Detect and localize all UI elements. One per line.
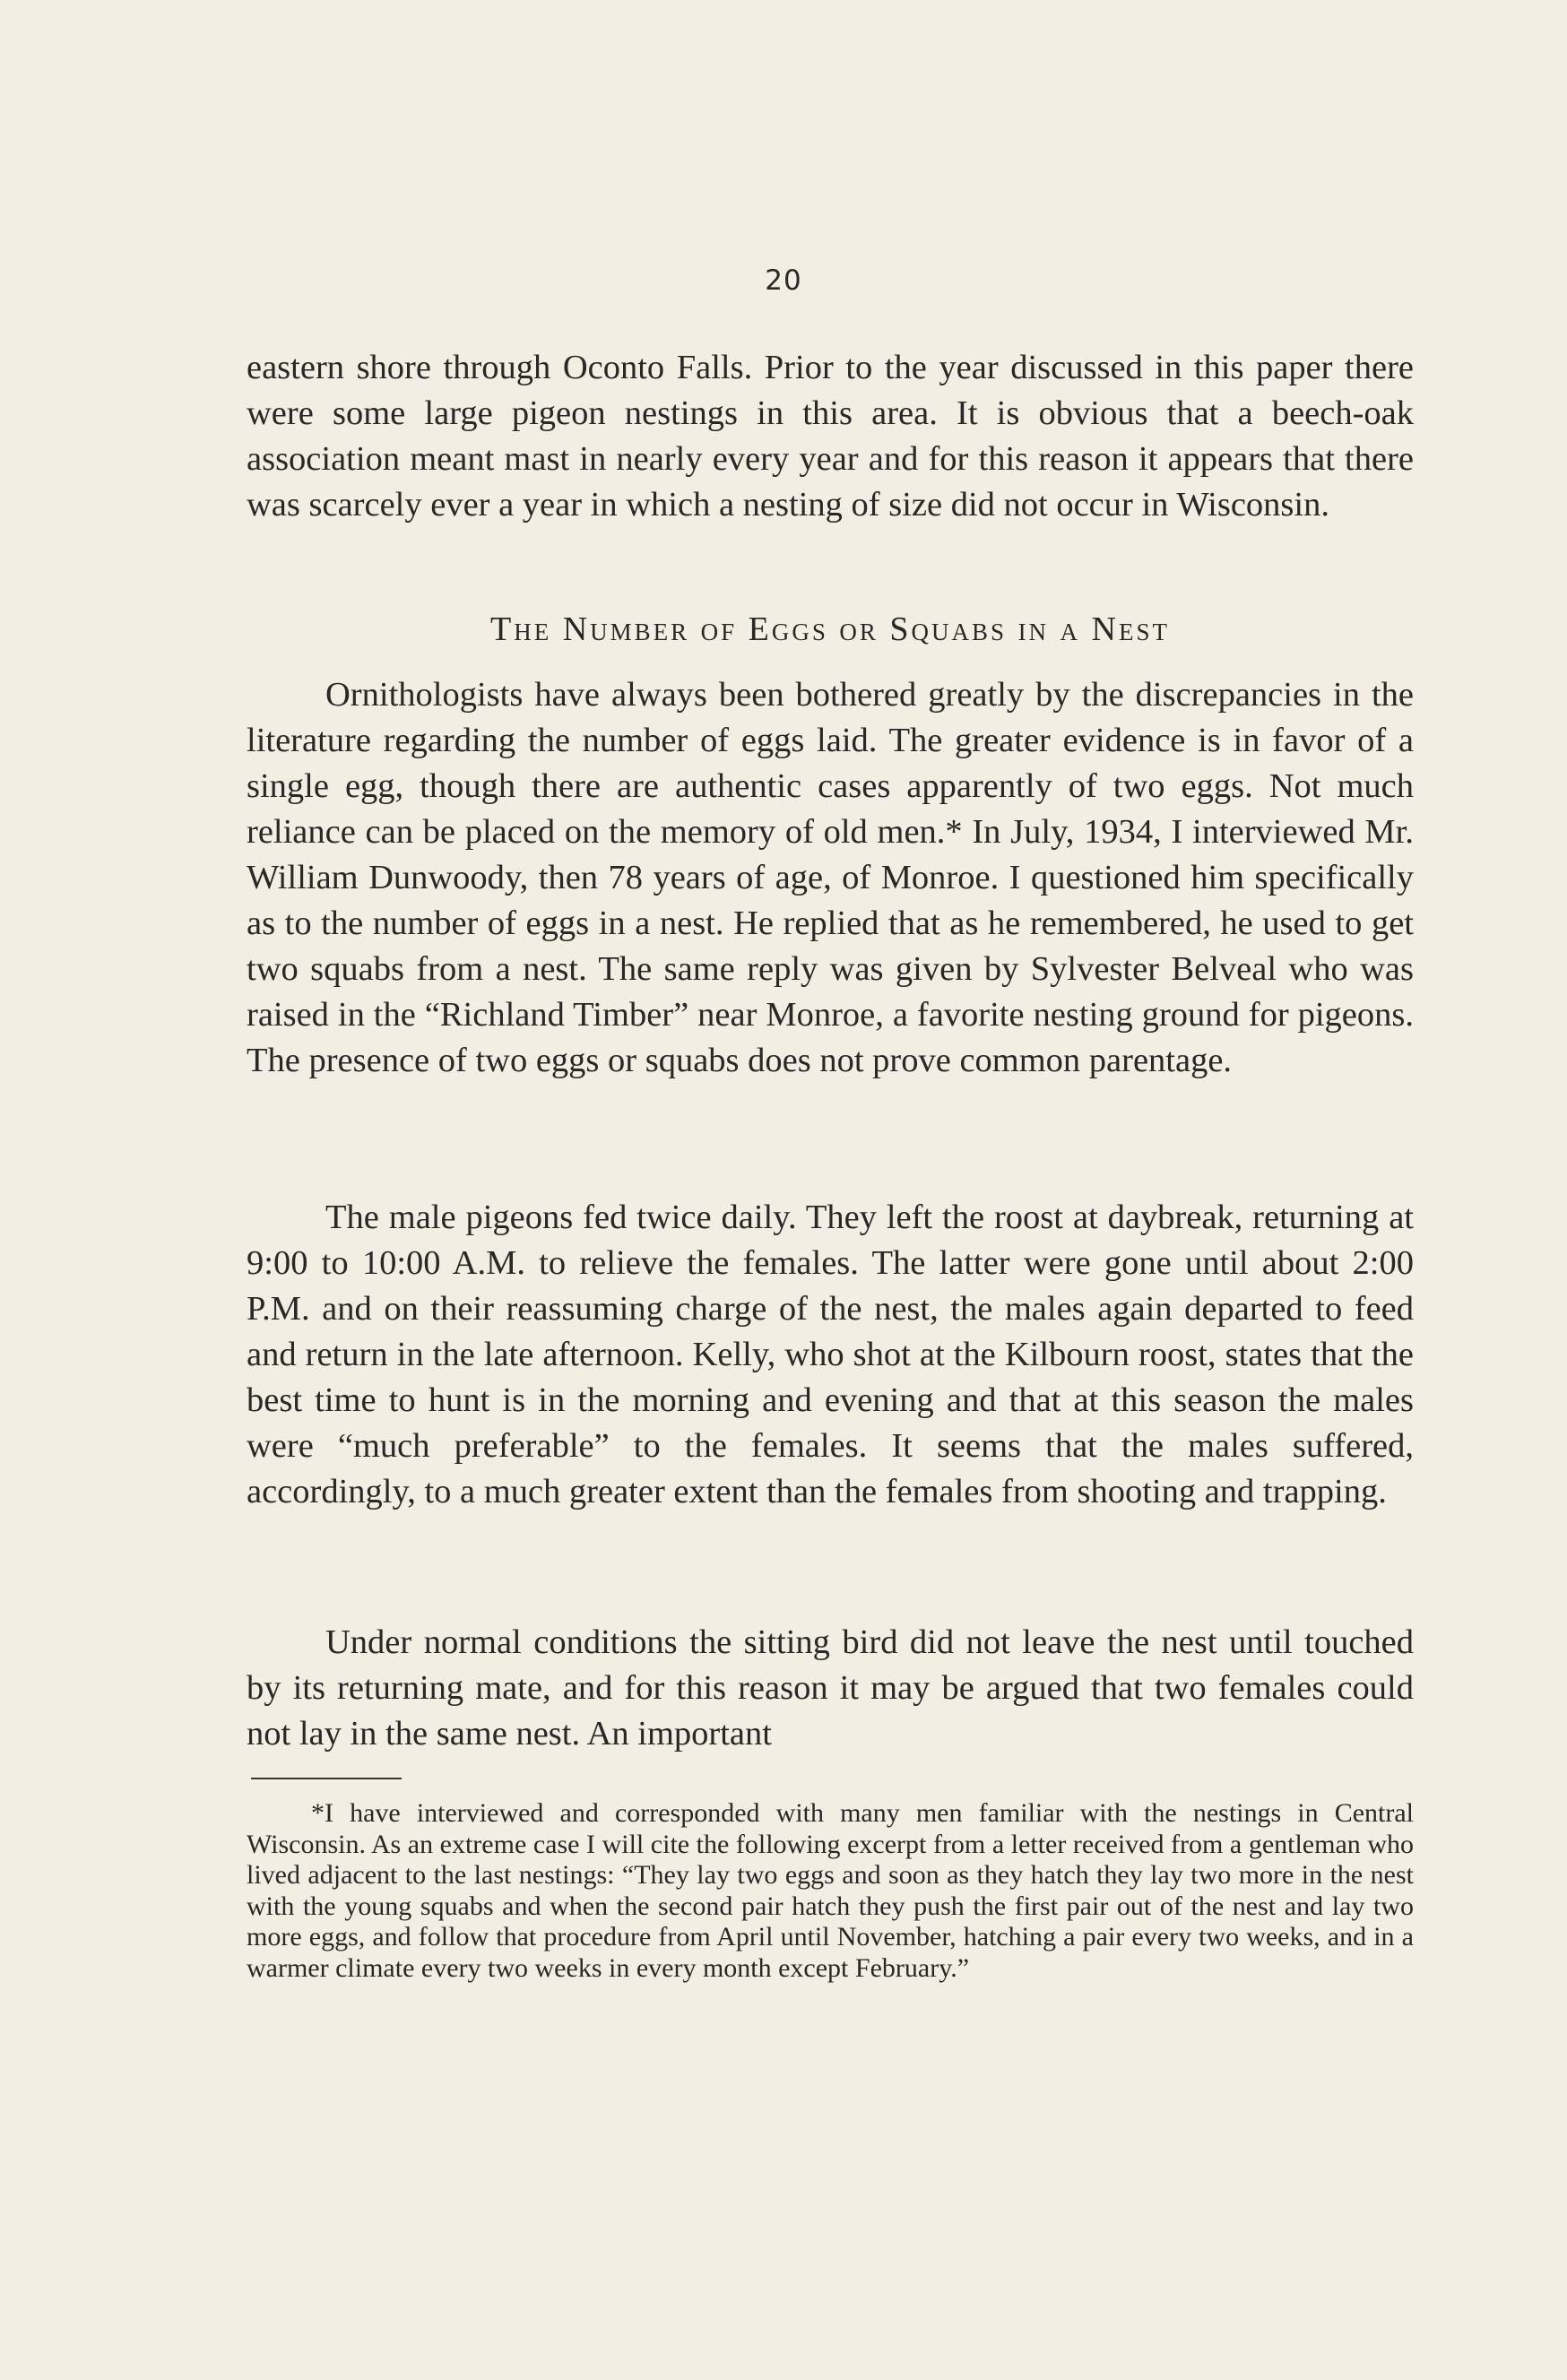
paragraph-continuation bbox=[247, 345, 1414, 528]
paragraph-4: Under normal conditions the sitting bird did not leave the nest until touched by its returning mate, and for this reason it may be argued that two females could not lay in the same nest. An important bbox=[247, 1623, 1414, 1753]
page-number: 20 bbox=[765, 264, 802, 297]
paragraph-sitting-block bbox=[247, 1620, 1414, 1757]
paragraph-3: The male pigeons fed twice daily. They left the roost at daybreak, returning at 9:00 to 10:00 A.M. to relieve the females. The latter were gone until about 2:00 P.M. and on their reassuming charge of the nest, the males again departed to feed and return in the late afternoon. Kelly, who shot at the Kilbourn roost, states that the best time to hunt is in the morning and evening and that at this season the males were “much preferable” to the females. It seems that the males suffered, accordingly, to a much greater extent than the females from shooting and trapping. bbox=[247, 1199, 1414, 1510]
paragraph-1: eastern shore through Oconto Falls. Prior to the year discussed in this paper there were some large pigeon nestings in this area. It is obvious that a beech-oak association meant mast in nearly every year and for this reason it appears that there was scarcely ever a year in which a nesting of size did not occur in Wisconsin. bbox=[247, 349, 1414, 524]
footnote: *I have interviewed and corresponded with many men familiar with the nestings in Central Wisconsin. As an extreme case I will cite the following excerpt from a letter received from a gentleman who lived adjacent to the last nestings: “They lay two eggs and soon as they hatch they lay two more in the nest with the young squabs and when the second pair hatch they push the first pair out of the nest and lay two more eggs, and follow that procedure from April until November, hatching a pair every two weeks, and in a warmer climate every two weeks in every month except February.” bbox=[247, 1798, 1414, 1983]
paragraph-feeding-block bbox=[247, 1195, 1414, 1515]
paragraph-2: Ornithologists have always been bothered greatly by the discrepancies in the literature regarding the number of eggs laid. The greater evidence is in favor of a single egg, though there are authentic cases apparently of two eggs. Not much reliance can be placed on the memory of old men.* In July, 1934, I interviewed Mr. William Dunwoody, then 78 years of age, of Monroe. I questioned him specifically as to the number of eggs in a nest. He replied that as he remembered, he used to get two squabs from a nest. The same reply was given by Sylvester Belveal who was raised in the “Richland Timber” near Monroe, a favorite nesting ground for pigeons. The presence of two eggs or squabs does not prove common parentage. bbox=[247, 676, 1414, 1079]
footnote-divider bbox=[251, 1778, 402, 1779]
paragraph-eggs-block bbox=[247, 672, 1414, 1084]
section-heading: The Number of Eggs or Squabs in a Nest bbox=[490, 610, 1170, 648]
